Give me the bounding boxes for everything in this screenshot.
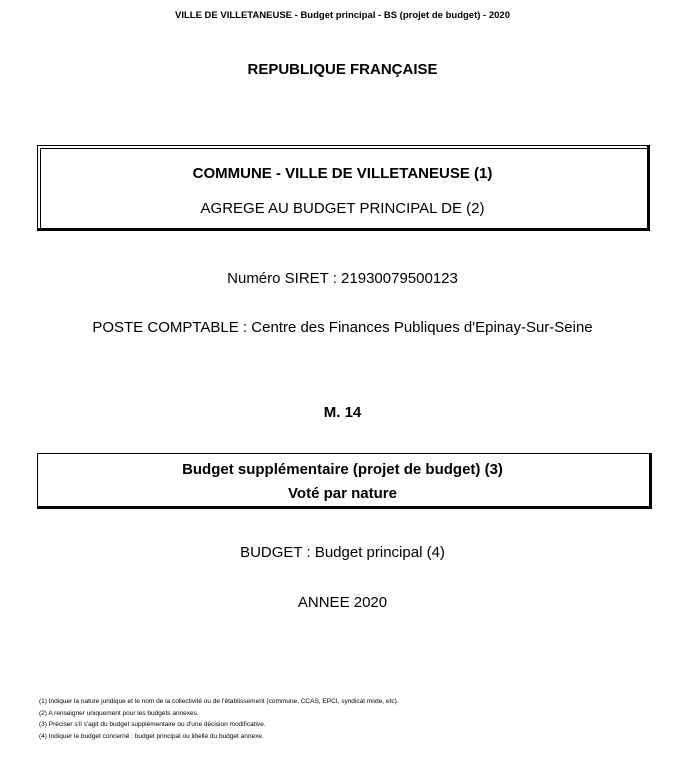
agrege-line: AGREGE AU BUDGET PRINCIPAL DE (2) [200, 200, 485, 217]
annee-line: ANNEE 2020 [297, 594, 388, 611]
poste-comptable-line: POSTE COMPTABLE : Centre des Finances Publiques d'Epinay-Sur-Seine [92, 319, 593, 336]
footnote-3: (3) Préciser s'il s'agit du budget supplémentaire ou d'une décision modificative. [39, 721, 266, 728]
footnote-1: (1) Indiquer la nature juridique et le nom de la collectivité ou de l'établissement (commune, CCAS, EPCI, syndicat mixte, etc). [39, 698, 399, 705]
republique-title: REPUBLIQUE FRANÇAISE [247, 61, 438, 78]
footnotes [39, 696, 399, 742]
commune-box [37, 145, 650, 231]
document-header: VILLE DE VILLETANEUSE - Budget principal - BS (projet de budget) - 2020 [175, 10, 510, 21]
vote-line: Voté par nature [288, 485, 397, 502]
budget-title: Budget supplémentaire (projet de budget) (3) [182, 461, 503, 478]
nomenclature-label: M. 14 [323, 404, 362, 421]
budget-line: BUDGET : Budget principal (4) [240, 544, 445, 561]
siret-line: Numéro SIRET : 21930079500123 [227, 270, 458, 287]
footnote-4: (4) Indiquer le budget concerné : budget principal ou libellé du budget annexe. [39, 732, 264, 740]
commune-title: COMMUNE - VILLE DE VILLETANEUSE (1) [192, 165, 493, 182]
footnote-2: (2) A renseigner uniquement pour les budgets annexes. [39, 709, 199, 717]
